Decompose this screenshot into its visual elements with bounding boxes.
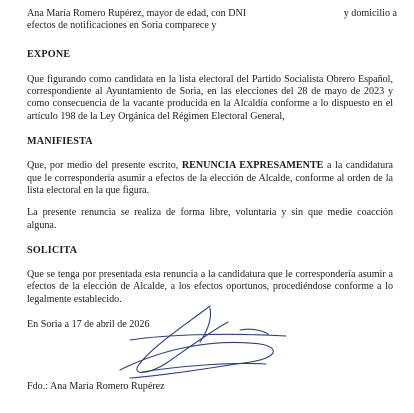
solicita-paragraph: Que se tenga por presentada esta renuncia a la candidatura que le correspondería asumir a efectos de la elección de Alcalde, a los efectos oportunos, procediéndose conforme a lo legalmente establecido. [27,269,393,305]
header-line-1-right: y domicilio a [343,8,397,19]
handwritten-signature-icon [90,300,300,385]
section-title-manifiesta: MANIFIESTA [27,136,93,148]
manifiesta-text-after: a la candidatura que le correspondería asumir a efectos de la elección de Alcalde, conforme al orden de la lista electoral en la que figura. [27,160,393,196]
place-and-date: En Soria a 17 de abril de 2026 [27,319,150,331]
manifiesta-bold-renuncia: RENUNCIA EXPRESAMENTE [181,160,324,172]
header-line-1 [27,8,397,20]
section-title-expone: EXPONE [27,48,71,60]
header-line-1-left: Ana María Romero Rupérez, mayor de edad, con DNI [27,8,247,19]
manifiesta-paragraph [27,160,393,197]
header-line-2: efectos de notificaciones en Soria comparece y [27,20,217,32]
section-title-solicita: SOLICITA [27,244,78,256]
manifiesta-text-before: Que, por medio del presente escrito, [27,160,182,172]
expone-paragraph: Que figurando como candidata en la lista electoral del Partido Socialista Obrero Español, correspondiente al Ayuntamiento de Soria, en las elecciones del 28 de mayo de 2023 y como consecuencia de la vacante producida en la Alcaldía conforme a lo dispuesto en el artículo 198 de la Ley Orgánica del Régimen Electoral General, [27,73,393,122]
signature-line: Fdo.: Ana María Romero Rupérez [27,381,165,393]
manifiesta-paragraph-2: La presente renuncia se realiza de forma libre, voluntaria y sin que medie coacción alguna. [27,207,393,231]
